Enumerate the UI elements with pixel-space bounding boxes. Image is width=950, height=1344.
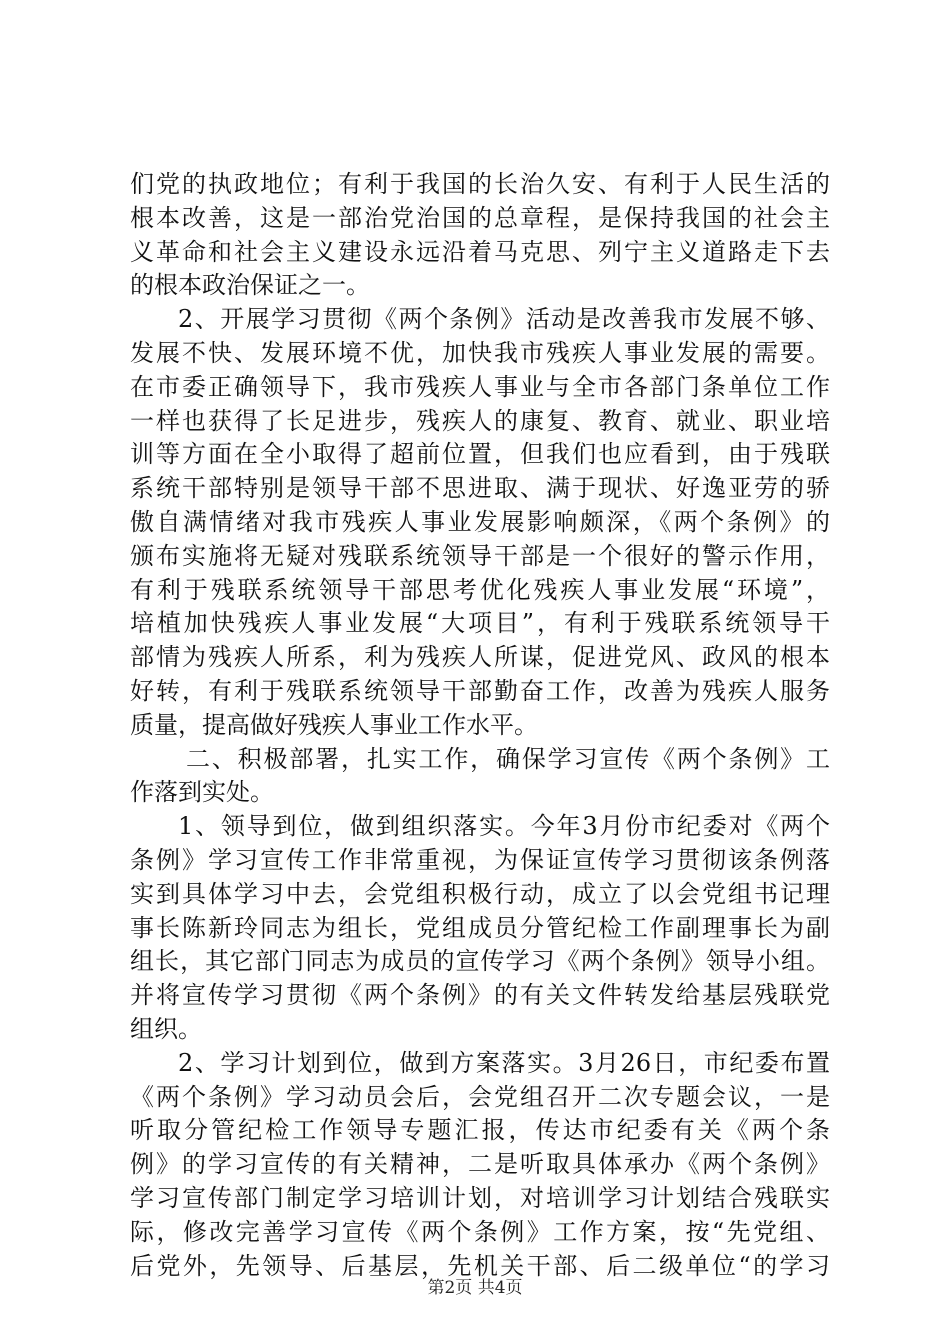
text-line: 根本改善，这是一部治党治国的总章程，是保持我国的社会主 [130,203,830,232]
text-line: 例》的学习宣传的有关精神，二是听取具体承办《两个条例》 [130,1150,830,1179]
text-line: 事长陈新玲同志为组长，党组成员分管纪检工作副理事长为副 [130,913,830,942]
text-line: 组织。 [130,1014,202,1043]
text-line: 们党的执政地位；有利于我国的长治久安、有利于人民生活的 [130,170,830,198]
section-heading: 作落到实处。 [130,778,274,807]
text-line: 系统干部特别是领导干部不思进取、满于现状、好逸亚劳的骄 [130,474,830,503]
text-line: 1、领导到位，做到组织落实。今年3月份市纪委对《两个 [178,812,830,841]
text-line: 发展不快、发展环境不优，加快我市残疾人事业发展的需要。 [130,338,830,367]
text-line: 的根本政治保证之一。 [130,271,370,300]
text-line: 2、开展学习贯彻《两个条例》活动是改善我市发展不够、 [178,305,830,334]
page-number: 第2页 共4页 [427,1278,523,1298]
text-line: 在市委正确领导下，我市残疾人事业与全市各部门条单位工作 [130,372,830,401]
text-line: 条例》学习宣传工作非常重视，为保证宣传学习贯彻该条例落 [130,845,830,874]
text-line: 部情为残疾人所系，利为残疾人所谋，促进党风、政风的根本 [130,643,830,672]
text-line: 质量，提高做好残疾人事业工作水平。 [130,710,538,739]
text-line: 组长，其它部门同志为成员的宣传学习《两个条例》领导小组。 [130,947,830,976]
text-line: 际，修改完善学习宣传《两个条例》工作方案，按“先党组、 [130,1217,830,1246]
text-line: 有利于残联系统领导干部思考优化残疾人事业发展“环境”， [130,575,830,604]
text-line: 《两个条例》学习动员会后，会党组召开二次专题会议，一是 [130,1082,830,1111]
text-line: 并将宣传学习贯彻《两个条例》的有关文件转发给基层残联党 [130,981,830,1010]
text-line: 颁布实施将无疑对残联系统领导干部是一个很好的警示作用， [130,541,830,570]
text-line: 好转，有利于残联系统领导干部勤奋工作，改善为残疾人服务 [130,676,830,705]
section-heading: 二、积极部署，扎实工作，确保学习宣传《两个条例》工 [186,744,830,773]
text-line: 训等方面在全小取得了超前位置，但我们也应看到，由于残联 [130,440,830,469]
text-line: 实到具体学习中去，会党组积极行动，成立了以会党组书记理 [130,879,830,908]
text-line: 义革命和社会主义建设永远沿着马克思、列宁主义道路走下去 [130,237,830,266]
document-body [130,168,830,1283]
text-line: 傲自满情绪对我市残疾人事业发展影响颇深，《两个条例》的 [130,507,830,536]
text-line: 2、学习计划到位，做到方案落实。3月26日，市纪委布置 [178,1048,830,1077]
text-line: 学习宣传部门制定学习培训计划，对培训学习计划结合残联实 [130,1183,830,1212]
text-line: 后党外，先领导、后基层，先机关干部、后二级单位“的学习 [130,1251,830,1280]
text-line: 培植加快残疾人事业发展“大项目”，有利于残联系统领导干 [130,609,830,638]
text-line: 一样也获得了长足进步，残疾人的康复、教育、就业、职业培 [130,406,830,435]
text-line: 听取分管纪检工作领导专题汇报，传达市纪委有关《两个条 [130,1116,830,1145]
